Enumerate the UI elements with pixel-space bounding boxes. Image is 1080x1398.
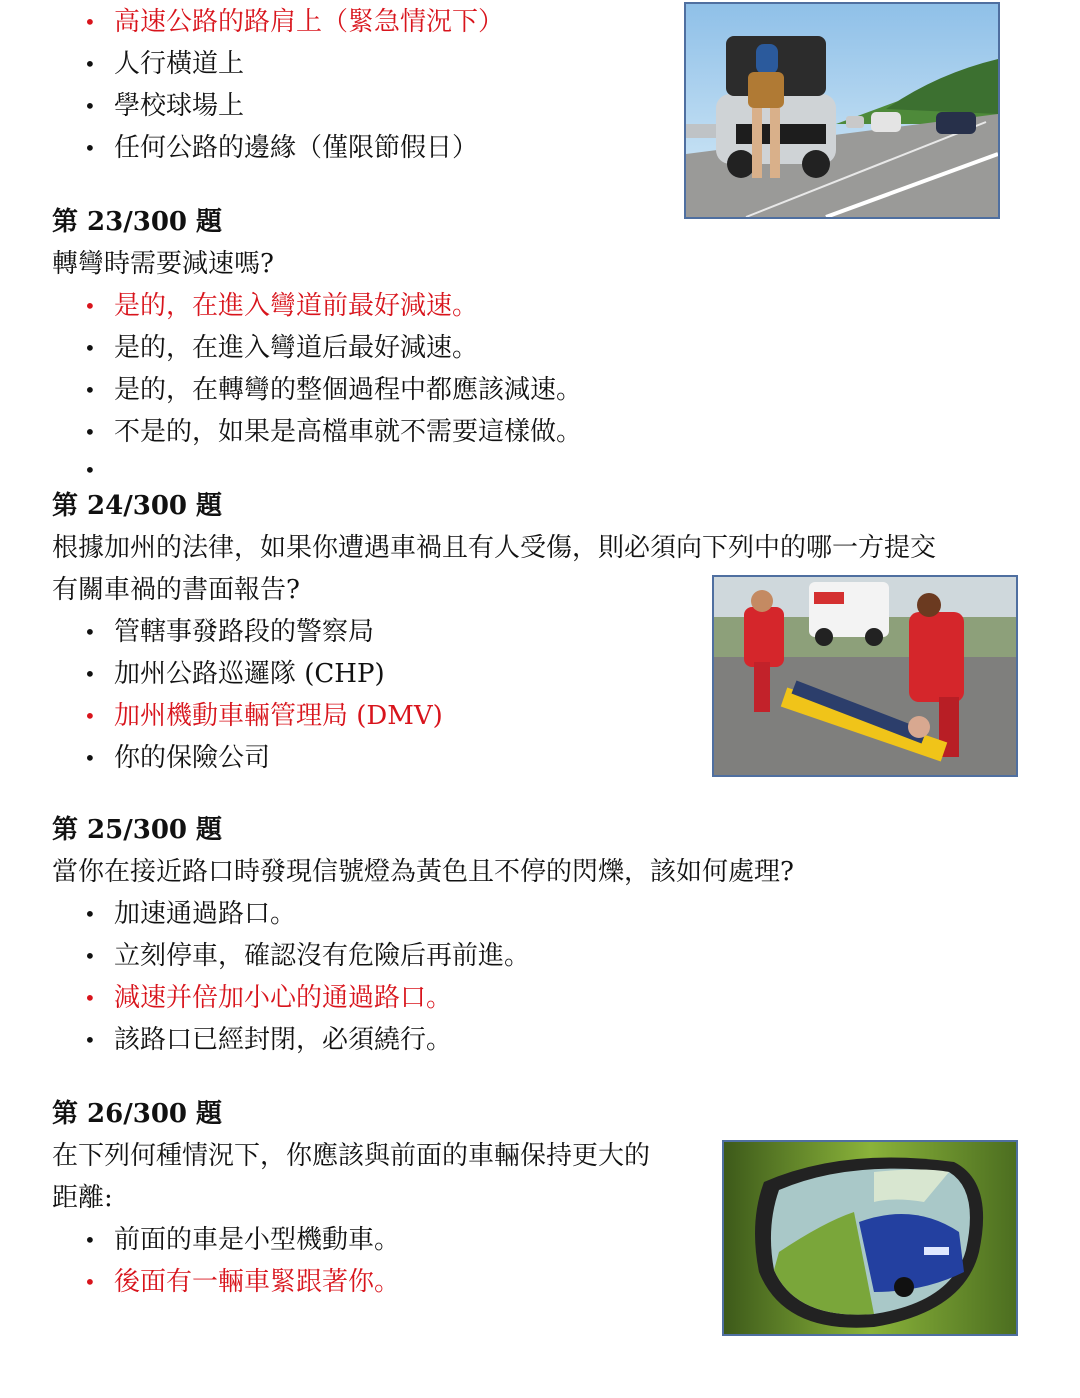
bullet-icon: •	[84, 336, 96, 360]
side-mirror-photo	[722, 1140, 1018, 1336]
q24-option-2: • 加州公路巡邏隊 (CHP)	[84, 656, 385, 692]
q22-option-4: • 任何公路的邊緣（僅限節假日）	[84, 130, 478, 166]
bullet-icon: •	[84, 662, 96, 686]
q26-question-line2: 距離:	[52, 1183, 113, 1213]
bullet-icon: •	[84, 1270, 96, 1294]
q25-option-2: • 立刻停車，確認沒有危險后再前進。	[84, 938, 530, 974]
bullet-icon: •	[84, 378, 96, 402]
q26-heading: 第 26/300 題	[52, 1099, 223, 1129]
bullet-icon: •	[84, 902, 96, 926]
q22-option-3: • 學校球場上	[84, 88, 244, 124]
q24-question-line1: 根據加州的法律，如果你遭遇車禍且有人受傷，則必須向下列中的哪一方提交	[52, 533, 937, 563]
q24-option-3: • 加州機動車輛管理局 (DMV)	[84, 698, 443, 734]
q23-empty-bullet	[84, 452, 114, 488]
q22-option-1: • 高速公路的路肩上（緊急情況下）	[84, 4, 504, 40]
q24-question-line2: 有關車禍的書面報告?	[52, 575, 300, 605]
bullet-icon: •	[84, 986, 96, 1010]
q24-option-4: • 你的保險公司	[84, 740, 270, 776]
q23-option-3: • 是的，在轉彎的整個過程中都應該減速。	[84, 372, 582, 408]
bullet-icon: •	[84, 294, 96, 318]
bullet-icon: •	[84, 944, 96, 968]
q25-option-3: • 減速并倍加小心的通過路口。	[84, 980, 452, 1016]
bullet-icon: •	[84, 746, 96, 770]
bullet-icon: •	[84, 52, 96, 76]
q26-question-line1: 在下列何種情況下，你應該與前面的車輛保持更大的	[52, 1141, 651, 1171]
q23-heading: 第 23/300 題	[52, 207, 223, 237]
bullet-icon: •	[84, 94, 96, 118]
q25-heading: 第 25/300 題	[52, 815, 223, 845]
bullet-icon: •	[84, 10, 96, 34]
q23-question: 轉彎時需要減速嗎?	[52, 249, 274, 279]
bullet-icon: •	[84, 420, 96, 444]
bullet-icon: •	[84, 704, 96, 728]
bullet-icon: •	[84, 1228, 96, 1252]
paramedics-photo	[712, 575, 1018, 777]
q26-option-1: • 前面的車是小型機動車。	[84, 1222, 400, 1258]
bullet-icon: •	[84, 458, 96, 482]
q23-option-2: • 是的，在進入彎道后最好減速。	[84, 330, 478, 366]
bullet-icon: •	[84, 620, 96, 644]
bullet-icon: •	[84, 1028, 96, 1052]
q25-option-4: • 該路口已經封閉，必須繞行。	[84, 1022, 452, 1058]
q23-option-4: • 不是的，如果是高檔車就不需要這樣做。	[84, 414, 582, 450]
q25-option-1: • 加速通過路口。	[84, 896, 296, 932]
roadside-breakdown-photo	[684, 2, 1000, 219]
q25-question: 當你在接近路口時發現信號燈為黃色且不停的閃爍，該如何處理?	[52, 857, 794, 887]
bullet-icon: •	[84, 136, 96, 160]
q26-option-2: • 後面有一輛車緊跟著你。	[84, 1264, 400, 1300]
q23-option-1: • 是的，在進入彎道前最好減速。	[84, 288, 478, 324]
q24-option-1: • 管轄事發路段的警察局	[84, 614, 374, 650]
q22-option-2: • 人行橫道上	[84, 46, 244, 82]
q24-heading: 第 24/300 題	[52, 491, 223, 521]
